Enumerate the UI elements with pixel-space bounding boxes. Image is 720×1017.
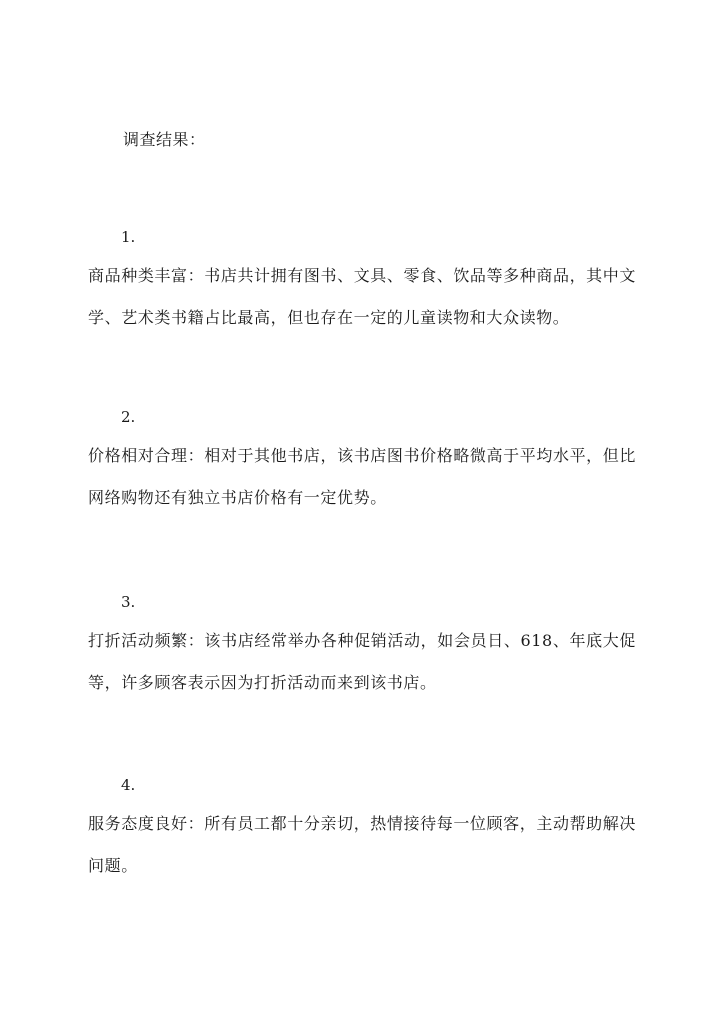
item-number: 4. [121, 776, 136, 794]
list-item [88, 227, 636, 339]
item-number: 3. [121, 593, 136, 611]
list-item [88, 592, 636, 704]
item-text: 打折活动频繁：该书店经常举办各种促销活动，如会员日、618、年底大促等，许多顾客表示因为打折活动而来到该书店。 [88, 631, 636, 692]
list-item [88, 775, 636, 887]
section-heading: 调查结果： [123, 130, 206, 149]
item-number: 1. [121, 228, 136, 246]
list-item [88, 407, 636, 519]
item-text: 价格相对合理：相对于其他书店，该书店图书价格略微高于平均水平，但比网络购物还有独立书店价格有一定优势。 [88, 446, 636, 507]
item-text: 服务态度良好：所有员工都十分亲切，热情接待每一位顾客，主动帮助解决问题。 [88, 814, 636, 875]
item-number: 2. [121, 408, 136, 426]
item-text: 商品种类丰富：书店共计拥有图书、文具、零食、饮品等多种商品，其中文学、艺术类书籍占比最高，但也存在一定的儿童读物和大众读物。 [88, 266, 636, 327]
